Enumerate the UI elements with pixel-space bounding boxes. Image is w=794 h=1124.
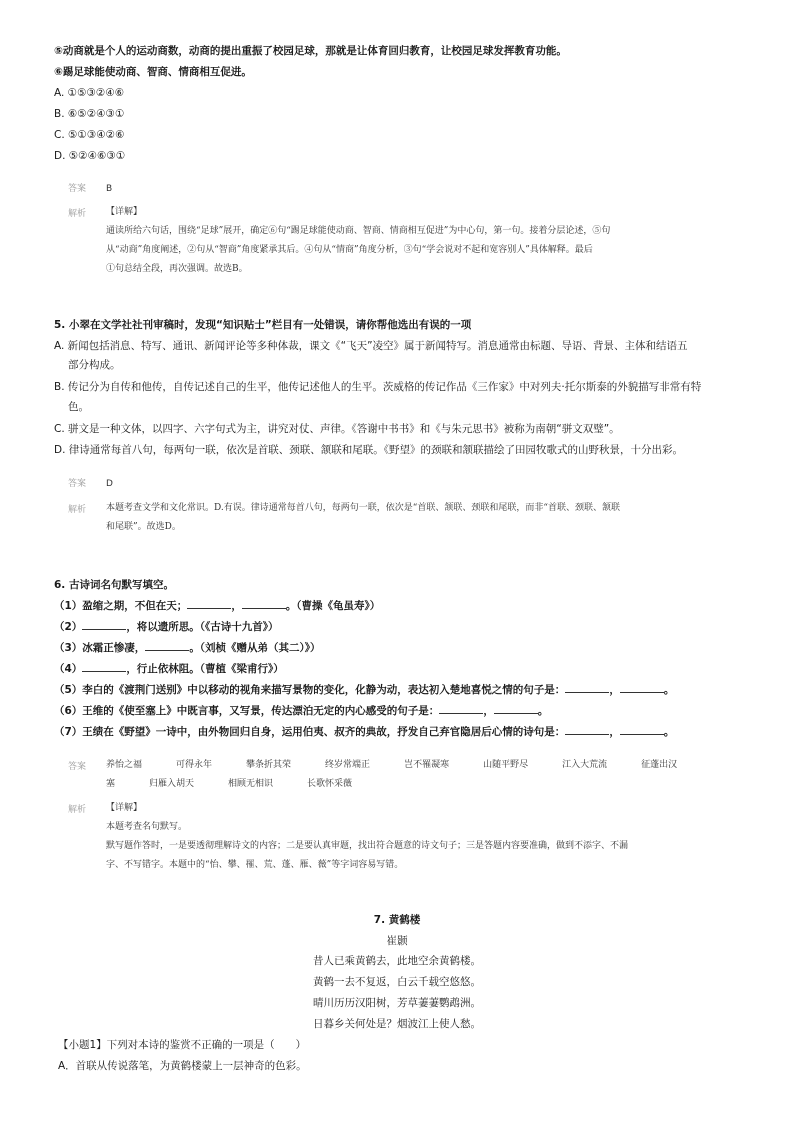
q4-option-a: A. ①⑤③②④⑥ [54, 87, 125, 99]
q6-item-7: （7）王绩在《野望》一诗中，由外物回归自身，运用伯夷、叔齐的典故，抒发自己弃官隐居后心情的诗句是： ， 。 [54, 726, 675, 738]
q6-item-5: （5）李白的《渡荆门送别》中以移动的视角来描写景物的变化，化静为动，表达初入楚地喜悦之情的句子是： ， 。 [54, 684, 675, 696]
fill-blank [242, 598, 286, 609]
fill-blank [620, 682, 664, 693]
q4-explain-line: ①句总结全段，再次强调。故选B。 [106, 264, 248, 274]
q7-author: 崔颢 [386, 935, 408, 947]
q6-answer-item: 归雁入胡天 [149, 779, 195, 789]
q5-explain-line: 和尾联”。故选D。 [106, 522, 181, 532]
q4-answer-label: 答案 [68, 184, 87, 194]
q6-answer-item: 长歌怀采薇 [307, 779, 353, 789]
fill-blank [82, 661, 126, 672]
q5-answer: D [106, 479, 113, 489]
q6-explain-line: 本题考查名句默写。 [106, 822, 188, 832]
q6-explain-line: 默写题作答时，一是要透彻理解诗文的内容；二是要认真审题，找出符合题意的诗文句子；三是答题内容要准确，做到不添字、不漏 [106, 841, 629, 851]
fill-blank [494, 703, 538, 714]
q5-option-c: C. 骈文是一种文体，以四字、六字句式为主，讲究对仗、声律。《答谢中书书》和《与朱元思书》被称为南朝“骈文双璧”。 [54, 423, 620, 435]
q6-explain-label: 解析 [68, 805, 87, 815]
q6-answer-item: 养怡之福 [106, 760, 143, 770]
fill-blank [565, 682, 609, 693]
q5-explain-line: 本题考查文学和文化常识。D.有误。律诗通常每首八句，每两句一联，依次是“首联、颔联、颈联和尾联，而非“首联、颈联、颔联 [106, 503, 620, 513]
q4-explain-line: 从“动商”角度阐述，②句从“智商”角度紧承其后。④句从“情商”角度分析，③句“学会说对不起和宽容别人”具体解释。最后 [106, 245, 593, 255]
q4-explain-label: 解析 [68, 209, 87, 219]
q4-option-d: D. ⑤②④⑥③① [54, 150, 126, 162]
q6-answer-item: 征蓬出汉 [641, 760, 678, 770]
q6-answer-item: 终岁常端正 [325, 760, 371, 770]
q4-answer: B [106, 184, 113, 194]
q6-answer-item: 攀条折其荣 [246, 760, 292, 770]
q7-title: 7. 黄鹤楼 [373, 914, 421, 926]
q6-explain-line: 字、不写错字。本题中的“怡、攀、罹、荒、蓬、雁、薇”等字词容易写错。 [106, 860, 404, 870]
q7-option-a: A．首联从传说落笔，为黄鹤楼蒙上一层神奇的色彩。 [58, 1060, 307, 1072]
q5-option-d: D. 律诗通常每首八句，每两句一联，依次是首联、颈联、颔联和尾联。《野望》的颈联和颔联描绘了田园牧歌式的山野秋景，十分出彩。 [54, 444, 684, 456]
q6-answer-item: 塞 [106, 779, 116, 789]
q6-answer-item: 江入大荒流 [562, 760, 608, 770]
q5-option-a-cont: 部分构成。 [68, 359, 121, 371]
q5-title: 5. 小翠在文学社社刊审稿时，发现“知识贴士”栏目有一处错误，请你帮他选出有误的一项 [54, 319, 472, 331]
q6-explanation [106, 799, 746, 875]
q4-explain-line: 【详解】 [106, 207, 143, 217]
q7-poem-line: 日暮乡关何处是？烟波江上使人愁。 [313, 1018, 481, 1030]
q6-item-6: （6）王维的《使至塞上》中既言事，又写景，传达漂泊无定的内心感受的句子是： ， 。 [54, 705, 549, 717]
fill-blank [82, 619, 126, 630]
fill-blank [620, 724, 664, 735]
q5-explanation [106, 499, 746, 537]
q5-explain-label: 解析 [68, 505, 87, 515]
q6-answer-item: 岂不罹凝寒 [404, 760, 450, 770]
q4-explanation [106, 203, 746, 279]
q4-explain-line: 通读所给六句话，围绕“足球”展开，确定⑥句“踢足球能使动商、智商、情商相互促进”为中心句，第一句。接着分层论述，⑤句 [106, 226, 611, 236]
q6-answer-item: 可得永年 [176, 760, 213, 770]
q4-option-b: B. ⑥⑤②④③① [54, 108, 125, 120]
q6-answers [106, 756, 746, 794]
q4-item-6: ⑥踢足球能使动商、智商、情商相互促进。 [54, 66, 252, 78]
q6-answer-item: 山随平野尽 [483, 760, 529, 770]
fill-blank [565, 724, 609, 735]
q6-explain-line: 【详解】 [106, 803, 143, 813]
q7-poem-line: 昔人已乘黄鹤去，此地空余黄鹤楼。 [313, 955, 481, 967]
q7-poem-line: 晴川历历汉阳树，芳草萋萋鹦鹉洲。 [313, 997, 481, 1009]
q6-item-4: （4） ，行止依林阻。（曹植《梁甫行》） [54, 663, 284, 675]
fill-blank [439, 703, 483, 714]
fill-blank [187, 598, 231, 609]
q6-answer-item: 相顾无相识 [228, 779, 274, 789]
q6-item-1: （1）盈缩之期，不但在天； ， 。（曹操《龟虽寿》） [54, 600, 381, 612]
q6-answer-label: 答案 [68, 762, 87, 772]
q6-title: 6. 古诗词名句默写填空。 [54, 579, 174, 591]
q5-option-b-cont: 色。 [68, 401, 89, 413]
fill-blank [145, 640, 189, 651]
q4-option-c: C. ⑤①③④②⑥ [54, 129, 125, 141]
q7-subquestion-1: 【小题1】下列对本诗的鉴赏不正确的一项是（ ） [58, 1039, 307, 1051]
q6-item-3: （3）冰霜正惨凄， 。（刘桢《赠从弟（其二）》） [54, 642, 321, 654]
q4-item-5: ⑤动商就是个人的运动商数，动商的提出重振了校园足球，那就是让体育回归教育，让校园足球发挥教育功能。 [54, 45, 567, 57]
q5-option-b: B. 传记分为自传和他传，自传记述自己的生平，他传记述他人的生平。茨威格的传记作品《三作家》中对列夫·托尔斯泰的外貌描写非常有特 [54, 381, 702, 393]
q5-answer-label: 答案 [68, 479, 87, 489]
q5-option-a: A. 新闻包括消息、特写、通讯、新闻评论等多种体裁，课文《“飞天”凌空》属于新闻特写。消息通常由标题、导语、背景、主体和结语五 [54, 340, 688, 352]
q7-poem-line: 黄鹤一去不复返，白云千载空悠悠。 [313, 976, 481, 988]
q6-item-2: （2） ，将以遗所思。（《古诗十九首》） [54, 621, 279, 633]
